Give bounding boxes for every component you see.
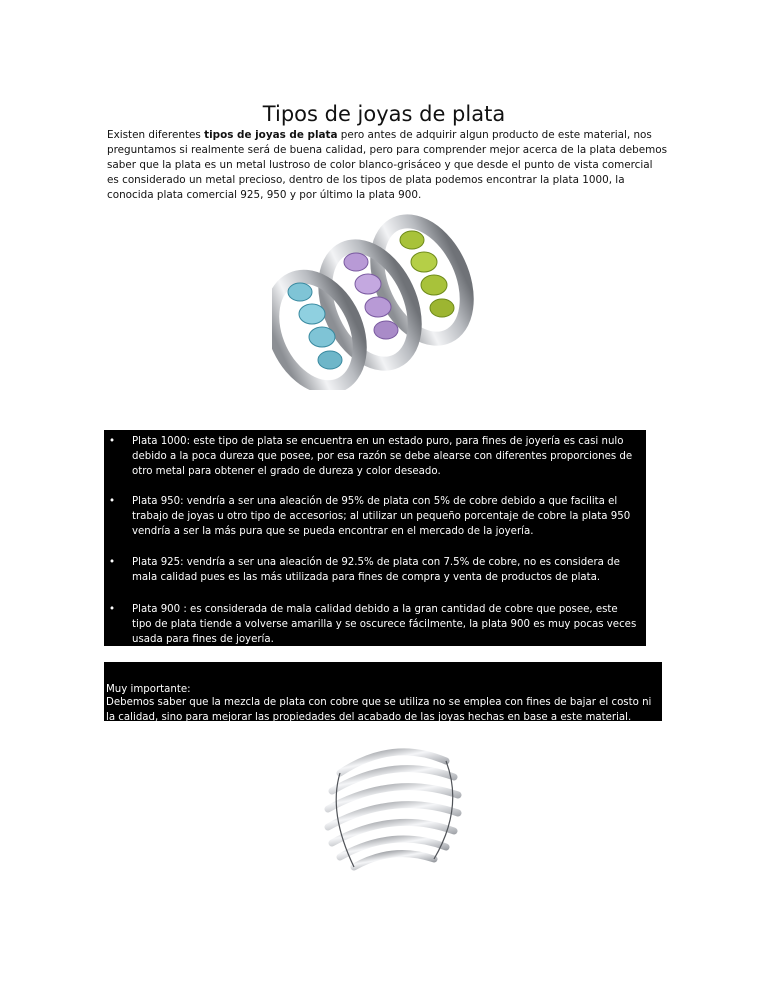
intro-text-start: Existen diferentes (107, 129, 205, 141)
bullet-icon: • (109, 436, 116, 447)
list-item-text: Plata 1000: este tipo de plata se encuentra en un estado puro, para fines de joyería es casi nulo debido a la poca dureza que posee, por esa razón se debe alearse con diferentes proporciones de otro metal para obtener el grado de dureza y color deseado. (132, 436, 633, 477)
gemstone-rings-image (272, 210, 500, 390)
spiral-ring-image (318, 733, 468, 883)
bullet-icon: • (109, 496, 116, 507)
intro-paragraph (107, 128, 667, 203)
list-item-text: Plata 900 : es considerada de mala calidad debido a la gran cantidad de cobre que posee, este tipo de plata tiende a volverse amarilla y se oscurece fácilmente, la plata 900 es muy pocas veces usada para fines de joyería. (132, 604, 637, 645)
intro-text-end: pero antes de adquirir algun producto de este material, nos preguntamos si realmente será de buena calidad, pero para comprender mejor acerca de la plata debemos saber que la plata es un metal lustroso de color blanco-grisáceo y que desde el punto de vista comercial es considerado un metal precioso, dentro de los tipos de plata podemos encontrar la plata 1000, la conocida plata comercial 925, 950 y por último la plata 900. (107, 129, 667, 201)
important-note (104, 662, 662, 721)
list-item-text: Plata 950: vendría a ser una aleación de 95% de plata con 5% de cobre debido a que facilita el trabajo de joyas u otro tipo de accesorios; al utilizar un pequeño porcentaje de cobre la plata 950 vendría a ser la más pura que se pueda encontrar en el mercado de la joyería. (132, 496, 631, 537)
silver-types-list (104, 430, 646, 646)
page-title: Tipos de joyas de plata (262, 102, 506, 127)
bullet-icon: • (109, 604, 116, 615)
note-body: Debemos saber que la mezcla de plata con cobre que se utiliza no se emplea con fines de bajar el costo ni la calidad, sino para mejorar las propiedades del acabado de las joyas hechas en base a este material. (106, 697, 652, 723)
note-heading: Muy importante: (106, 684, 191, 695)
intro-bold-phrase: tipos de joyas de plata (204, 129, 338, 141)
bullet-icon: • (109, 557, 116, 568)
list-item-text: Plata 925: vendría a ser una aleación de 92.5% de plata con 7.5% de cobre, no es considera de mala calidad pues es las más utilizada para fines de compra y venta de productos de plata. (132, 557, 620, 583)
